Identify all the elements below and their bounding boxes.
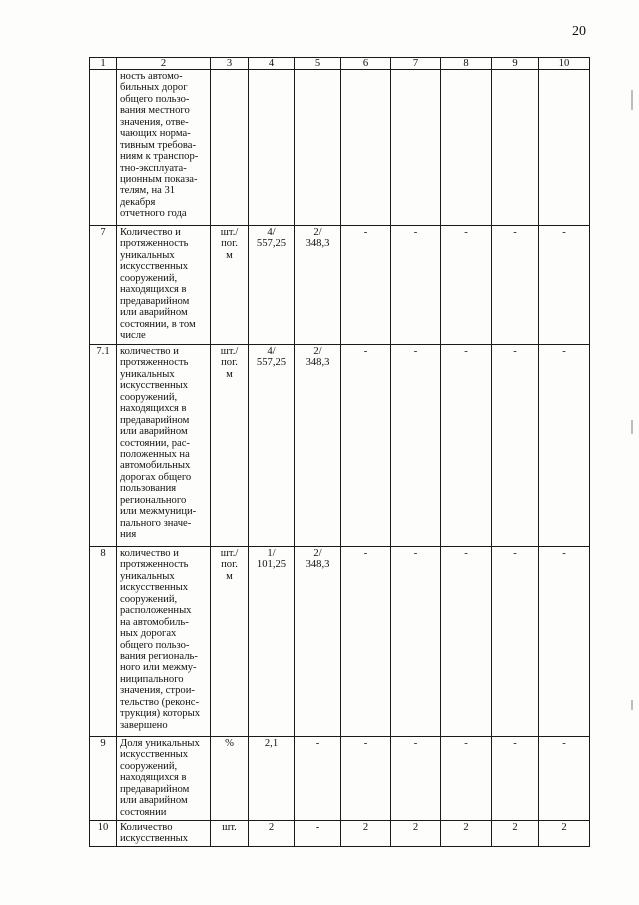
value-cell: -: [391, 226, 441, 345]
page-number: 20: [572, 24, 586, 39]
value-cell: [441, 70, 492, 226]
indicator-name: Количество и протяженность уникальных искусственных сооружений, находящихся в предаварийном или аварийном состоянии, в том числе: [117, 226, 211, 345]
scan-edge-mark: [631, 90, 633, 110]
table-row: [90, 226, 590, 345]
unit: [211, 70, 249, 226]
column-header: 3: [211, 58, 249, 70]
value-cell: -: [539, 547, 590, 737]
value-cell: 2: [441, 821, 492, 847]
row-number: 10: [90, 821, 117, 847]
table-row: [90, 70, 590, 226]
indicator-name: количество и протяженность уникальных искусственных сооружений, находящихся в предаварийном или аварийном состоянии, рас- положенных на автомобильных дорогах общего пользования регионального или межмуници- пального значе- ния: [117, 345, 211, 547]
table-row: [90, 821, 590, 847]
indicator-name: количество и протяженность уникальных искусственных сооружений, расположенных на автомобиль- ных дорогах общего пользо- вания региональ- ного или межму- ниципального значения, строи- тельство (реконс- трукция) которых завершено: [117, 547, 211, 737]
value-cell: 2,1: [249, 737, 295, 821]
value-cell: -: [295, 821, 341, 847]
value-cell: 2/ 348,3: [295, 345, 341, 547]
value-cell: -: [441, 547, 492, 737]
unit: %: [211, 737, 249, 821]
value-cell: 2: [249, 821, 295, 847]
value-cell: -: [441, 345, 492, 547]
unit: шт.: [211, 821, 249, 847]
value-cell: [391, 70, 441, 226]
column-header: 2: [117, 58, 211, 70]
row-number: 7.1: [90, 345, 117, 547]
row-number: [90, 70, 117, 226]
value-cell: 4/ 557,25: [249, 226, 295, 345]
value-cell: -: [391, 547, 441, 737]
value-cell: -: [391, 345, 441, 547]
row-number: 7: [90, 226, 117, 345]
value-cell: -: [341, 737, 391, 821]
scan-edge-mark: [631, 700, 633, 710]
scan-edge-mark: [631, 420, 633, 434]
value-cell: -: [441, 737, 492, 821]
indicator-name: Количество искусственных: [117, 821, 211, 847]
indicator-name: Доля уникальных искусственных сооружений, находящихся в предаварийном или аварийном состоянии: [117, 737, 211, 821]
row-number: 9: [90, 737, 117, 821]
value-cell: -: [492, 547, 539, 737]
value-cell: [295, 70, 341, 226]
row-number: 8: [90, 547, 117, 737]
value-cell: -: [341, 226, 391, 345]
table-row: [90, 345, 590, 547]
value-cell: -: [391, 737, 441, 821]
value-cell: -: [492, 737, 539, 821]
value-cell: -: [341, 345, 391, 547]
value-cell: -: [539, 345, 590, 547]
column-header: 1: [90, 58, 117, 70]
column-header: 10: [539, 58, 590, 70]
value-cell: 4/ 557,25: [249, 345, 295, 547]
value-cell: -: [492, 226, 539, 345]
column-header: 4: [249, 58, 295, 70]
unit: шт./ пог. м: [211, 547, 249, 737]
value-cell: -: [539, 226, 590, 345]
value-cell: [249, 70, 295, 226]
indicator-name: ность автомо- бильных дорог общего пользо- вания местного значения, отве- чающих норма- тивным требова- ниям к транспор- тно-эксплуата- ционным показа- телям, на 31 декабря отчетного года: [117, 70, 211, 226]
value-cell: 2/ 348,3: [295, 226, 341, 345]
value-cell: 2: [391, 821, 441, 847]
unit: шт./ пог. м: [211, 226, 249, 345]
value-cell: 2/ 348,3: [295, 547, 341, 737]
value-cell: 2: [341, 821, 391, 847]
value-cell: -: [441, 226, 492, 345]
value-cell: [341, 70, 391, 226]
value-cell: 2: [539, 821, 590, 847]
value-cell: [492, 70, 539, 226]
column-header: 6: [341, 58, 391, 70]
value-cell: 1/ 101,25: [249, 547, 295, 737]
value-cell: -: [341, 547, 391, 737]
value-cell: -: [295, 737, 341, 821]
value-cell: 2: [492, 821, 539, 847]
unit: шт./ пог. м: [211, 345, 249, 547]
value-cell: [539, 70, 590, 226]
table-row: [90, 547, 590, 737]
column-header: 5: [295, 58, 341, 70]
value-cell: -: [539, 737, 590, 821]
column-header: 7: [391, 58, 441, 70]
indicators-table: [89, 57, 590, 847]
column-header: 8: [441, 58, 492, 70]
table-header-row: [90, 58, 590, 70]
column-header: 9: [492, 58, 539, 70]
value-cell: -: [492, 345, 539, 547]
table-row: [90, 737, 590, 821]
